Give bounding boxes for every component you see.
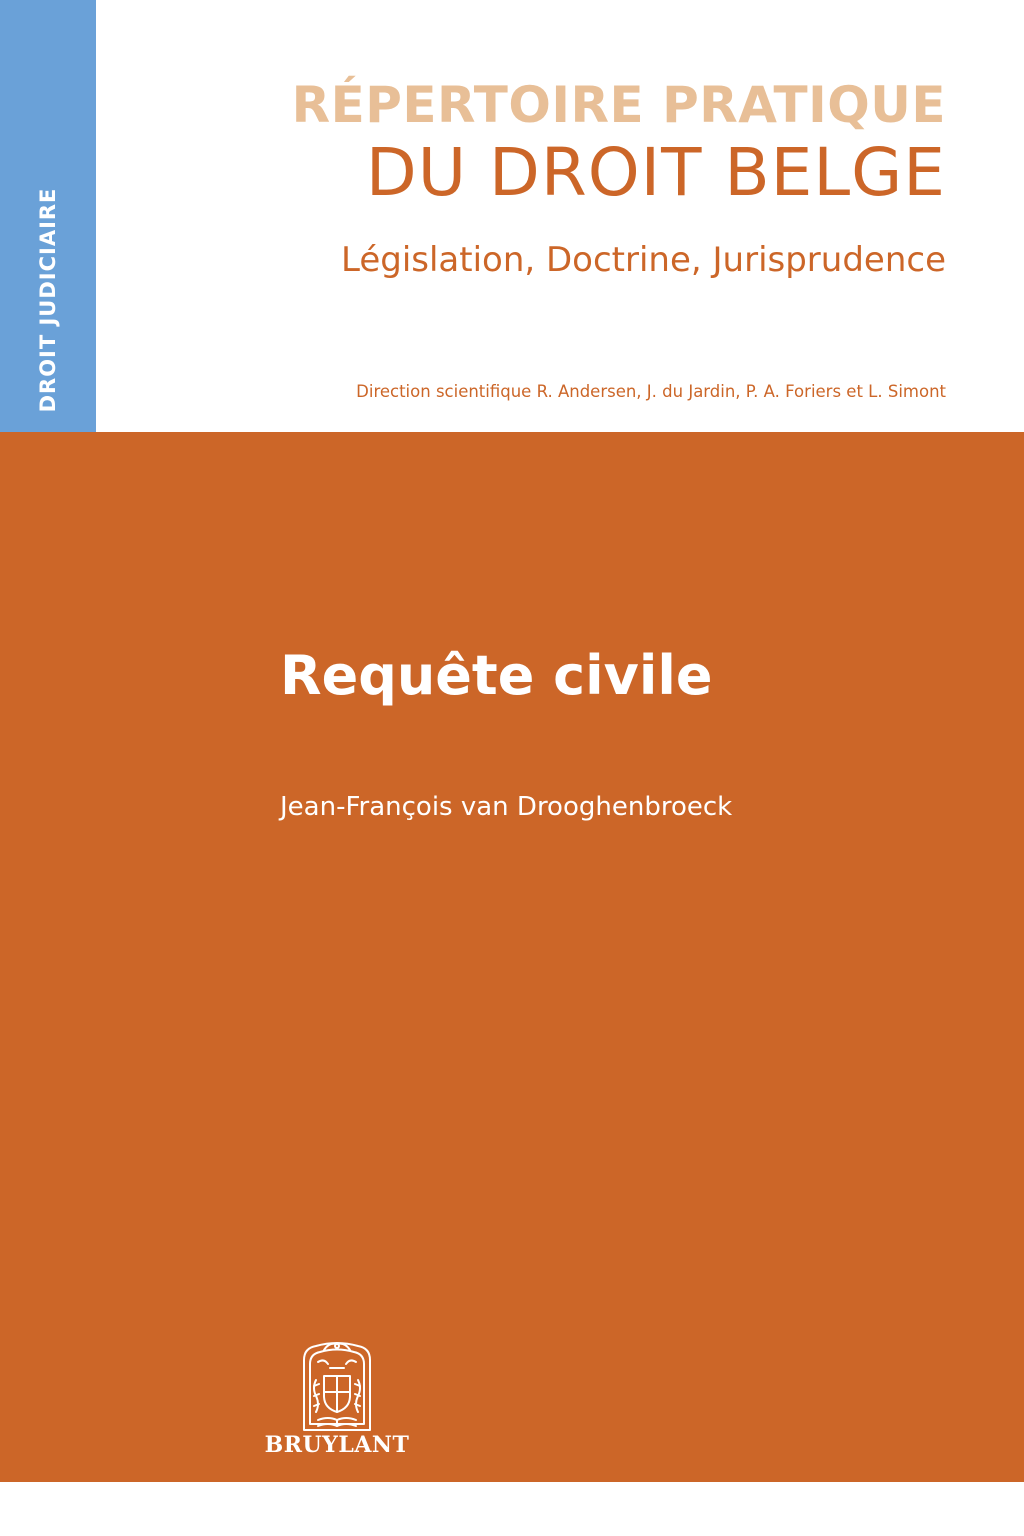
book-author: Jean-François van Drooghenbroeck bbox=[280, 792, 733, 822]
series-subtitle: Législation, Doctrine, Jurisprudence bbox=[340, 240, 946, 280]
cover-footer-band bbox=[0, 1482, 1024, 1536]
scientific-direction: Direction scientifique R. Andersen, J. du Jardin, P. A. Foriers et L. Simont bbox=[356, 382, 946, 401]
series-title-line2: DU DROIT BELGE bbox=[365, 134, 946, 211]
cover-main-band bbox=[0, 432, 1024, 1482]
book-title: Requête civile bbox=[280, 644, 713, 707]
publisher-name: BRUYLANT bbox=[264, 1432, 410, 1458]
series-title-line1: RÉPERTOIRE PRATIQUE bbox=[291, 76, 946, 134]
cover-header-band bbox=[0, 0, 1024, 432]
collection-side-tab bbox=[0, 0, 96, 432]
bruylant-crest-icon bbox=[294, 1340, 380, 1436]
collection-label: DROIT JUDICIAIRE bbox=[36, 187, 60, 413]
